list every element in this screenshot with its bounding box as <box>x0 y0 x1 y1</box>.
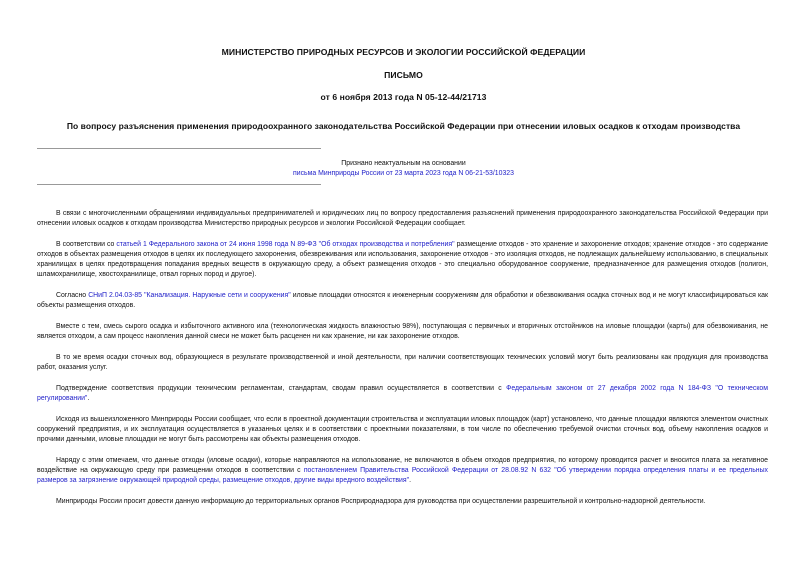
status-line: Признано неактуальным на основании <box>341 160 466 167</box>
document-date-number: от 6 ноября 2013 года N 05-12-44/21713 <box>320 92 487 102</box>
paragraph-2-text-a: В соответствии со <box>56 241 117 248</box>
paragraph-6-text-b: . <box>87 395 90 403</box>
paragraph-5: В то же время осадки сточных вод, образующиеся в результате производственной и иной деятельности, при наличии соответствующих технических условий могут быть реализованы как продукция для производства работ, оказания услуг. <box>37 354 768 372</box>
document-subject: По вопросу разъяснения применения природоохранного законодательства Российской Федерации при отнесении иловых осадков к отходам производства <box>66 121 741 131</box>
status-link[interactable]: письма Минприроды России от 23 марта 2023 года N 06-21-53/10323 <box>293 170 514 177</box>
paragraph-3-text-a: Согласно <box>56 292 89 299</box>
law-89fz-link[interactable]: статьей 1 Федерального закона от 24 июня 1998 года N 89-ФЗ "Об отходах производства и потребления" <box>116 241 455 248</box>
paragraph-2 <box>37 240 768 280</box>
paragraph-3-text-b: иловые площадки относятся к инженерным сооружениям для обработки и обезвоживания осадка сточных вод и не могут классифицироваться как объекты размещения отходов. <box>37 292 768 310</box>
paragraph-8-text-b: . <box>409 477 411 485</box>
paragraph-4: Вместе с тем, смесь сырого осадка и избыточного активного ила (технологическая жидкость влажностью 98%), поступающая с первичных и вторичных отстойников на иловые площадки (карты) для обезвоживания, не является отходом, а сам процесс накопления данной смеси не может быть расценен ни как хранение, ни как захоронение отходов. <box>37 323 768 341</box>
paragraph-7: Исходя из вышеизложенного Минприроды России сообщает, что если в проектной документации строительства и эксплуатации иловых площадок (карт) установлено, что данные площадки являются элементом очистных сооружений предприятия, и их эксплуатация осуществляется в указанных целях и в соответствии с проектными показателями, в том числе по обеспечению требуемой очистки сточных вод, объему накопления осадков и прочими данными, иловые площадки не могут быть рассмотрены как объекты размещения отходов. <box>37 416 768 444</box>
paragraph-8-text-a: Наряду с этим отмечаем, что данные отходы (иловые осадки), которые направляются на использование, не включаются в объем отходов предприятия, по которому проводится расчет и вносится плата за негативное воздействие на окружающую среду при размещении отходов в соответствии с <box>37 457 768 475</box>
paragraph-6 <box>37 384 768 404</box>
decree-632-link[interactable]: постановлением Правительства Российской Федерации от 28.08.92 N 632 "Об утверждении порядка определения платы и ее предельных размеров за загрязнение окружающей природной среды, размещение отходов, другие виды вредного воздействия" <box>37 467 768 485</box>
divider-bottom <box>37 184 321 185</box>
paragraph-2-text-b: размещение отходов - это хранение и захоронение отходов; хранение отходов - это содержание отходов в объектах размещения отходов в целях их последующего захоронения, обезвреживания или использования, захоронение отходов - это изоляция отходов, не подлежащих дальнейшему использованию, в специальных хранилищах в целях предотвращения попадания вредных веществ в окружающую среду, а объект размещения отходов - это специально оборудованное сооружение, предназначенное для размещения отходов (полигон, шламохранилище, хвостохранилище, отвал горных пород и другое). <box>37 241 768 279</box>
paragraph-3 <box>37 291 768 311</box>
ministry-heading: МИНИСТЕРСТВО ПРИРОДНЫХ РЕСУРСОВ И ЭКОЛОГИИ РОССИЙСКОЙ ФЕДЕРАЦИИ <box>221 47 586 57</box>
law-184fz-link[interactable]: Федеральным законом от 27 декабря 2002 года N 184-ФЗ "О техническом регулировании" <box>37 385 768 403</box>
divider-top <box>37 148 321 149</box>
paragraph-1: В связи с многочисленными обращениями индивидуальных предпринимателей и юридических лиц по вопросу предоставления разъяснений применения природоохранного законодательства Российской Федерации при отнесении иловых осадков к отходам производства Министерство природных ресурсов и экологии Российской Федерации сообщает. <box>37 210 768 228</box>
status-note <box>0 159 807 179</box>
snip-link[interactable]: СНиП 2.04.03-85 "Канализация. Наружные сети и сооружения" <box>88 292 291 299</box>
paragraph-8 <box>37 456 768 486</box>
paragraph-9: Минприроды России просит довести данную информацию до территориальных органов Росприроднадзора для руководства при осуществлении разрешительной и контрольно-надзорной деятельности. <box>56 498 706 505</box>
document-type: ПИСЬМО <box>384 70 423 80</box>
paragraph-6-text-a: Подтверждение соответствия продукции техническим регламентам, стандартам, сводам правил осуществляется в соответствии с <box>56 385 507 392</box>
